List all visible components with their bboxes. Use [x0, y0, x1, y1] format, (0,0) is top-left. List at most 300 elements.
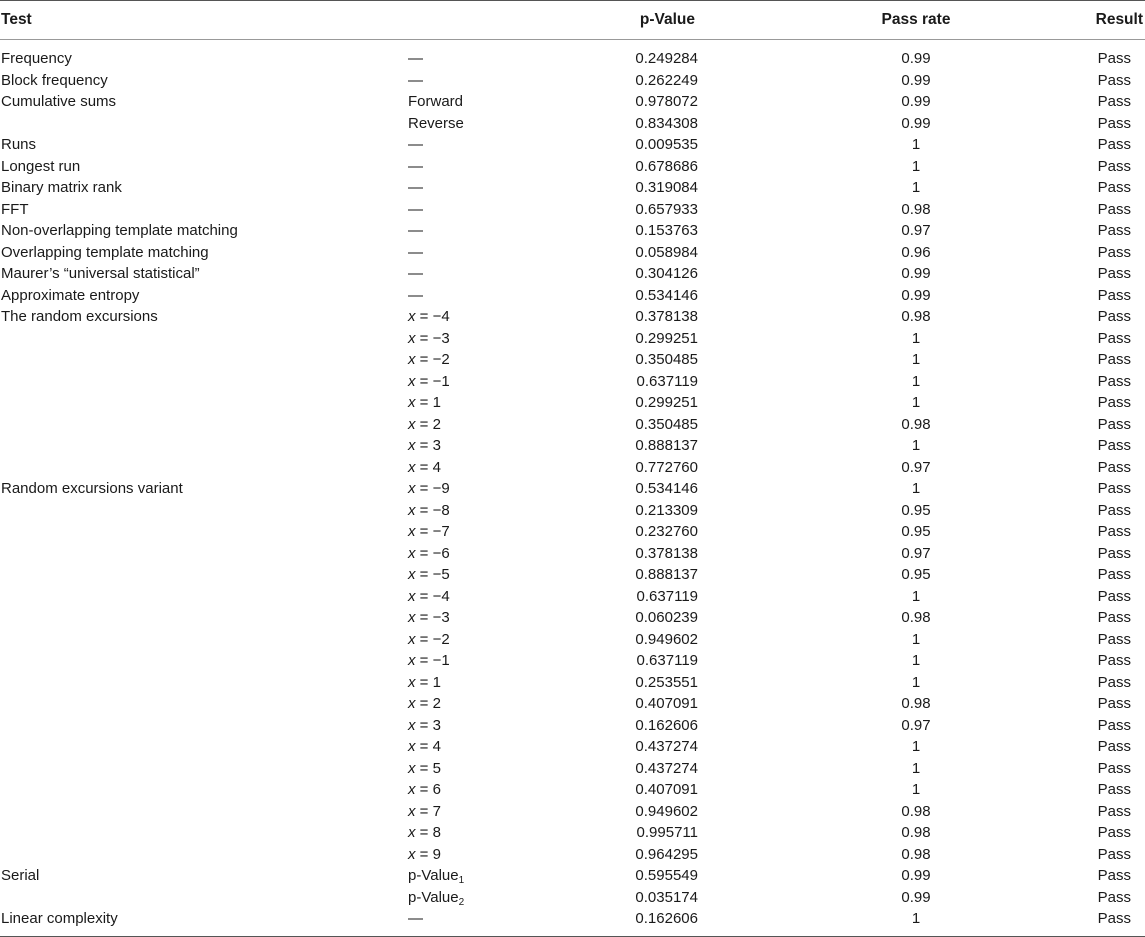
cell-test — [0, 629, 408, 651]
cell-param — [408, 521, 570, 543]
cell-result: Pass — [1097, 501, 1131, 519]
table-row — [0, 199, 1145, 221]
table-row — [0, 672, 1145, 694]
table-row — [0, 457, 1145, 479]
cell-pvalue: 0.407091 — [635, 781, 698, 798]
table-row — [0, 887, 1145, 909]
cell-pvalue: 0.949602 — [635, 802, 698, 820]
cell-passrate: 0.97 — [901, 222, 931, 239]
cell-param — [408, 500, 570, 522]
cell-pvalue: 0.253551 — [635, 673, 698, 691]
header-passrate: Pass rate — [770, 1, 1032, 40]
table-row — [0, 844, 1145, 866]
cell-result: Pass — [1097, 372, 1131, 390]
cell-passrate: 0.99 — [901, 50, 931, 67]
cell-passrate: 0.98 — [901, 845, 931, 863]
cell-result: Pass — [1097, 394, 1131, 411]
param-value: = 4 — [415, 738, 441, 755]
param-variable: x — [408, 630, 416, 648]
table-row — [0, 263, 1145, 285]
cell-pvalue: 0.407091 — [635, 695, 698, 712]
cell-passrate: 1 — [911, 179, 921, 196]
param-value: = 1 — [415, 673, 441, 691]
cell-test: FFT — [1, 200, 29, 218]
cell-pvalue: 0.213309 — [635, 501, 698, 519]
cell-passrate: 1 — [911, 329, 921, 347]
cell-pvalue: 0.978072 — [635, 93, 698, 110]
cell-pvalue: 0.162606 — [635, 716, 698, 734]
table-row — [0, 521, 1145, 543]
cell-pvalue: 0.534146 — [635, 480, 698, 497]
cell-pvalue: 0.058984 — [635, 243, 698, 261]
param-label: p-Value — [408, 867, 459, 884]
param-value: = 1 — [415, 394, 441, 411]
cell-test — [0, 500, 408, 522]
cell-test — [0, 435, 408, 457]
table-row — [0, 586, 1145, 608]
cell-pvalue: 0.299251 — [635, 329, 698, 347]
cell-param — [408, 736, 570, 758]
table-row — [0, 242, 1145, 264]
param-variable: x — [408, 781, 416, 798]
cell-passrate: 0.99 — [901, 93, 931, 110]
cell-pvalue: 0.834308 — [635, 114, 698, 132]
cell-result: Pass — [1097, 781, 1131, 798]
cell-param — [408, 349, 570, 371]
cell-pvalue: 0.350485 — [635, 415, 698, 433]
cell-passrate: 1 — [911, 652, 921, 669]
cell-param: — — [408, 179, 423, 196]
param-value: = 3 — [415, 437, 441, 454]
cell-passrate: 1 — [911, 351, 921, 368]
param-variable: x — [408, 716, 416, 734]
cell-test: Non-overlapping template matching — [1, 222, 238, 239]
param-value: = 6 — [415, 781, 441, 798]
cell-pvalue: 0.678686 — [635, 157, 698, 175]
cell-passrate: 0.95 — [901, 523, 931, 540]
param-variable: x — [408, 673, 416, 691]
param-value: = −7 — [415, 523, 450, 540]
header-param — [408, 1, 570, 40]
cell-test — [0, 521, 408, 543]
param-value: = −1 — [415, 652, 450, 669]
table-row — [0, 220, 1145, 242]
param-variable: x — [408, 845, 416, 863]
cell-result: Pass — [1097, 695, 1131, 712]
cell-passrate: 0.98 — [901, 609, 931, 626]
table-header — [0, 1, 1145, 40]
cell-result: Pass — [1097, 243, 1131, 261]
cell-param: — — [408, 286, 423, 304]
cell-pvalue: 0.657933 — [635, 200, 698, 218]
cell-pvalue: 0.249284 — [635, 50, 698, 67]
cell-result: Pass — [1097, 824, 1131, 841]
header-row — [0, 1, 1145, 40]
param-variable: x — [408, 372, 416, 390]
cell-result: Pass — [1097, 114, 1131, 132]
cell-pvalue: 0.319084 — [635, 179, 698, 196]
cell-passrate: 0.98 — [901, 695, 931, 712]
table-row — [0, 91, 1145, 113]
param-subscript: 1 — [458, 875, 465, 886]
cell-pvalue: 0.964295 — [635, 845, 698, 863]
table-row — [0, 693, 1145, 715]
cell-test: Approximate entropy — [1, 286, 140, 304]
cell-param — [408, 435, 570, 457]
cell-param — [408, 801, 570, 823]
cell-test — [0, 371, 408, 393]
table-row — [0, 134, 1145, 156]
cell-passrate: 1 — [911, 781, 921, 798]
param-variable: x — [408, 480, 416, 497]
cell-param: — — [408, 136, 423, 153]
param-variable: x — [408, 415, 416, 433]
table-row — [0, 607, 1145, 629]
table-row — [0, 435, 1145, 457]
cell-result: Pass — [1097, 93, 1131, 110]
cell-param — [408, 607, 570, 629]
cell-param — [408, 758, 570, 780]
cell-result: Pass — [1097, 71, 1131, 89]
table-row — [0, 801, 1145, 823]
cell-param — [408, 779, 570, 801]
cell-passrate: 0.98 — [901, 415, 931, 433]
cell-param — [408, 865, 570, 887]
cell-test — [0, 414, 408, 436]
param-value: = −2 — [415, 630, 450, 648]
param-label: p-Value — [408, 888, 459, 906]
cell-param — [408, 672, 570, 694]
cell-param — [408, 887, 570, 909]
param-value: = 5 — [415, 759, 441, 777]
param-variable: x — [408, 652, 416, 669]
cell-pvalue: 0.772760 — [635, 458, 698, 476]
cell-result: Pass — [1097, 480, 1131, 497]
param-value: = −9 — [415, 480, 450, 497]
cell-pvalue: 0.299251 — [635, 394, 698, 411]
cell-param: Reverse — [408, 114, 464, 132]
table-row — [0, 779, 1145, 801]
param-variable: x — [408, 437, 416, 454]
cell-result: Pass — [1097, 609, 1131, 626]
cell-result: Pass — [1097, 802, 1131, 820]
header-result: Result — [1032, 1, 1145, 40]
cell-param — [408, 844, 570, 866]
cell-pvalue: 0.534146 — [635, 286, 698, 304]
cell-passrate: 0.98 — [901, 802, 931, 820]
cell-pvalue: 0.378138 — [635, 544, 698, 562]
cell-param — [408, 306, 570, 328]
cell-param — [408, 693, 570, 715]
cell-param — [408, 715, 570, 737]
cell-test: Cumulative sums — [1, 93, 117, 110]
cell-result: Pass — [1097, 458, 1131, 476]
param-value: = −4 — [415, 308, 450, 325]
cell-pvalue: 0.637119 — [636, 372, 698, 390]
table-row — [0, 392, 1145, 414]
table-row — [0, 113, 1145, 135]
param-value: = −4 — [415, 587, 450, 605]
table-body — [0, 40, 1145, 937]
cell-pvalue: 0.009535 — [635, 136, 698, 153]
cell-test — [0, 736, 408, 758]
cell-passrate: 1 — [911, 673, 921, 691]
cell-pvalue: 0.262249 — [635, 71, 698, 89]
cell-passrate: 0.96 — [901, 243, 931, 261]
table-row — [0, 758, 1145, 780]
cell-passrate: 1 — [911, 372, 921, 390]
param-variable: x — [408, 587, 416, 605]
cell-test — [0, 822, 408, 844]
table-row — [0, 629, 1145, 651]
table-row — [0, 70, 1145, 92]
cell-param: — — [408, 222, 423, 239]
cell-test — [0, 844, 408, 866]
cell-param — [408, 629, 570, 651]
cell-test: Frequency — [1, 50, 72, 67]
cell-result: Pass — [1097, 415, 1131, 433]
cell-result: Pass — [1097, 888, 1131, 906]
cell-passrate: 0.98 — [901, 200, 931, 218]
cell-result: Pass — [1097, 265, 1131, 282]
cell-test — [0, 607, 408, 629]
cell-param: — — [408, 200, 423, 218]
param-value: = 8 — [415, 824, 441, 841]
cell-passrate: 1 — [911, 480, 921, 497]
table-row — [0, 40, 1145, 70]
cell-test: Block frequency — [1, 71, 108, 89]
param-variable: x — [408, 523, 416, 540]
cell-param — [408, 371, 570, 393]
cell-passrate: 0.97 — [901, 716, 931, 734]
param-variable: x — [408, 738, 416, 755]
param-variable: x — [408, 544, 416, 562]
cell-passrate: 1 — [911, 630, 921, 648]
header-pvalue: p-Value — [570, 1, 770, 40]
cell-param: — — [408, 265, 423, 282]
table-row — [0, 306, 1145, 328]
table-row — [0, 564, 1145, 586]
cell-test — [0, 887, 408, 909]
cell-passrate: 1 — [911, 587, 921, 605]
table-row — [0, 822, 1145, 844]
param-variable: x — [408, 394, 416, 411]
cell-passrate: 0.98 — [901, 308, 931, 325]
cell-pvalue: 0.595549 — [635, 867, 698, 884]
table-row — [0, 285, 1145, 307]
cell-test — [0, 801, 408, 823]
param-value: = 9 — [415, 845, 441, 863]
cell-result: Pass — [1097, 286, 1131, 304]
cell-passrate: 1 — [911, 136, 921, 153]
cell-test — [0, 693, 408, 715]
cell-passrate: 1 — [911, 394, 921, 411]
cell-result: Pass — [1097, 630, 1131, 648]
param-value: = −8 — [415, 501, 450, 519]
cell-passrate: 0.95 — [901, 566, 931, 583]
param-value: = −3 — [415, 609, 450, 626]
param-variable: x — [408, 802, 416, 820]
cell-test: The random excursions — [1, 308, 158, 325]
param-value: = 2 — [415, 415, 441, 433]
cell-passrate: 0.99 — [901, 286, 931, 304]
param-variable: x — [408, 609, 416, 626]
cell-param — [408, 414, 570, 436]
cell-param — [408, 586, 570, 608]
cell-param — [408, 328, 570, 350]
table-row — [0, 865, 1145, 887]
param-variable: x — [408, 824, 416, 841]
cell-result: Pass — [1097, 200, 1131, 218]
cell-test — [0, 650, 408, 672]
cell-param — [408, 822, 570, 844]
cell-test — [0, 715, 408, 737]
table-row — [0, 715, 1145, 737]
cell-pvalue: 0.888137 — [635, 437, 698, 454]
cell-passrate: 1 — [770, 908, 1032, 936]
cell-param — [408, 564, 570, 586]
table-row — [0, 328, 1145, 350]
param-value: = 4 — [415, 458, 441, 476]
table-row — [0, 156, 1145, 178]
cell-pvalue: 0.162606 — [570, 908, 770, 936]
cell-test — [0, 457, 408, 479]
cell-pvalue: 0.378138 — [635, 308, 698, 325]
param-value: = 2 — [415, 695, 441, 712]
cell-result: Pass — [1097, 157, 1131, 175]
cell-passrate: 1 — [911, 157, 921, 175]
cell-passrate: 1 — [911, 759, 921, 777]
param-variable: x — [408, 501, 416, 519]
cell-passrate: 0.98 — [901, 824, 931, 841]
table-row — [0, 736, 1145, 758]
cell-result: Pass — [1097, 759, 1131, 777]
cell-result: Pass — [1097, 845, 1131, 863]
cell-result: Pass — [1097, 587, 1131, 605]
cell-test — [0, 758, 408, 780]
cell-result: Pass — [1097, 544, 1131, 562]
param-variable: x — [408, 329, 416, 347]
cell-test: Linear complexity — [0, 908, 408, 936]
cell-param — [408, 543, 570, 565]
cell-param: Forward — [408, 93, 464, 110]
cell-test — [0, 392, 408, 414]
cell-param: — — [408, 50, 423, 67]
cell-passrate: 0.99 — [901, 888, 931, 906]
param-value: = −6 — [415, 544, 450, 562]
cell-result: Pass — [1097, 437, 1131, 454]
table-row — [0, 478, 1145, 500]
cell-pvalue: 0.232760 — [635, 523, 698, 540]
cell-pvalue: 0.437274 — [635, 738, 698, 755]
cell-test — [0, 586, 408, 608]
cell-param: — — [408, 908, 570, 936]
cell-result: Pass — [1097, 673, 1131, 691]
cell-pvalue: 0.304126 — [635, 265, 698, 282]
cell-result: Pass — [1097, 566, 1131, 583]
param-variable: x — [408, 351, 416, 368]
header-test: Test — [0, 1, 408, 40]
table-row — [0, 908, 1145, 936]
cell-passrate: 1 — [911, 437, 921, 454]
param-value: = −2 — [415, 351, 450, 368]
cell-pvalue: 0.437274 — [635, 759, 698, 777]
cell-pvalue: 0.153763 — [635, 222, 698, 239]
cell-pvalue: 0.888137 — [635, 566, 698, 583]
param-subscript: 2 — [458, 896, 465, 908]
cell-result: Pass — [1097, 652, 1131, 669]
cell-result: Pass — [1097, 867, 1131, 884]
param-variable: x — [408, 695, 416, 712]
cell-result: Pass — [1097, 351, 1131, 368]
cell-test — [0, 672, 408, 694]
cell-result: Pass — [1032, 908, 1145, 936]
cell-result: Pass — [1097, 329, 1131, 347]
cell-pvalue: 0.637119 — [636, 587, 698, 605]
cell-passrate: 1 — [911, 738, 921, 755]
cell-result: Pass — [1097, 222, 1131, 239]
cell-test — [0, 779, 408, 801]
cell-param — [408, 478, 570, 500]
cell-passrate: 0.95 — [901, 501, 931, 519]
param-value: = −1 — [415, 372, 450, 390]
cell-param: — — [408, 243, 423, 261]
cell-pvalue: 0.035174 — [635, 888, 698, 906]
param-value: = 3 — [415, 716, 441, 734]
cell-result: Pass — [1097, 738, 1131, 755]
cell-test: Longest run — [1, 157, 81, 175]
param-value: = 7 — [415, 802, 441, 820]
cell-param — [408, 457, 570, 479]
cell-test: Overlapping template matching — [1, 243, 209, 261]
cell-pvalue: 0.060239 — [635, 609, 698, 626]
cell-test — [0, 328, 408, 350]
param-variable: x — [408, 458, 416, 476]
table-row — [0, 177, 1145, 199]
cell-pvalue: 0.350485 — [635, 351, 698, 368]
cell-result: Pass — [1097, 716, 1131, 734]
table-row — [0, 543, 1145, 565]
cell-passrate: 0.99 — [901, 867, 931, 884]
table-row — [0, 650, 1145, 672]
cell-pvalue: 0.637119 — [636, 652, 698, 669]
cell-test — [0, 349, 408, 371]
param-variable: x — [408, 308, 416, 325]
cell-param — [408, 392, 570, 414]
param-value: = −3 — [415, 329, 450, 347]
cell-result: Pass — [1097, 523, 1131, 540]
cell-test: Maurer’s “universal statistical” — [1, 265, 200, 282]
cell-test: Random excursions variant — [1, 480, 183, 497]
table-row — [0, 349, 1145, 371]
cell-result: Pass — [1097, 179, 1131, 196]
cell-passrate: 0.97 — [901, 544, 931, 562]
param-variable: x — [408, 759, 416, 777]
cell-test — [0, 113, 408, 135]
table-row — [0, 500, 1145, 522]
cell-result: Pass — [1097, 50, 1131, 67]
table-row — [0, 414, 1145, 436]
cell-test: Serial — [1, 867, 40, 884]
cell-test — [0, 543, 408, 565]
cell-param: — — [408, 71, 423, 89]
cell-result: Pass — [1097, 308, 1131, 325]
cell-passrate: 0.97 — [901, 458, 931, 476]
param-value: = −5 — [415, 566, 450, 583]
param-variable: x — [408, 566, 416, 583]
cell-result: Pass — [1097, 136, 1131, 153]
cell-test: Runs — [1, 136, 37, 153]
